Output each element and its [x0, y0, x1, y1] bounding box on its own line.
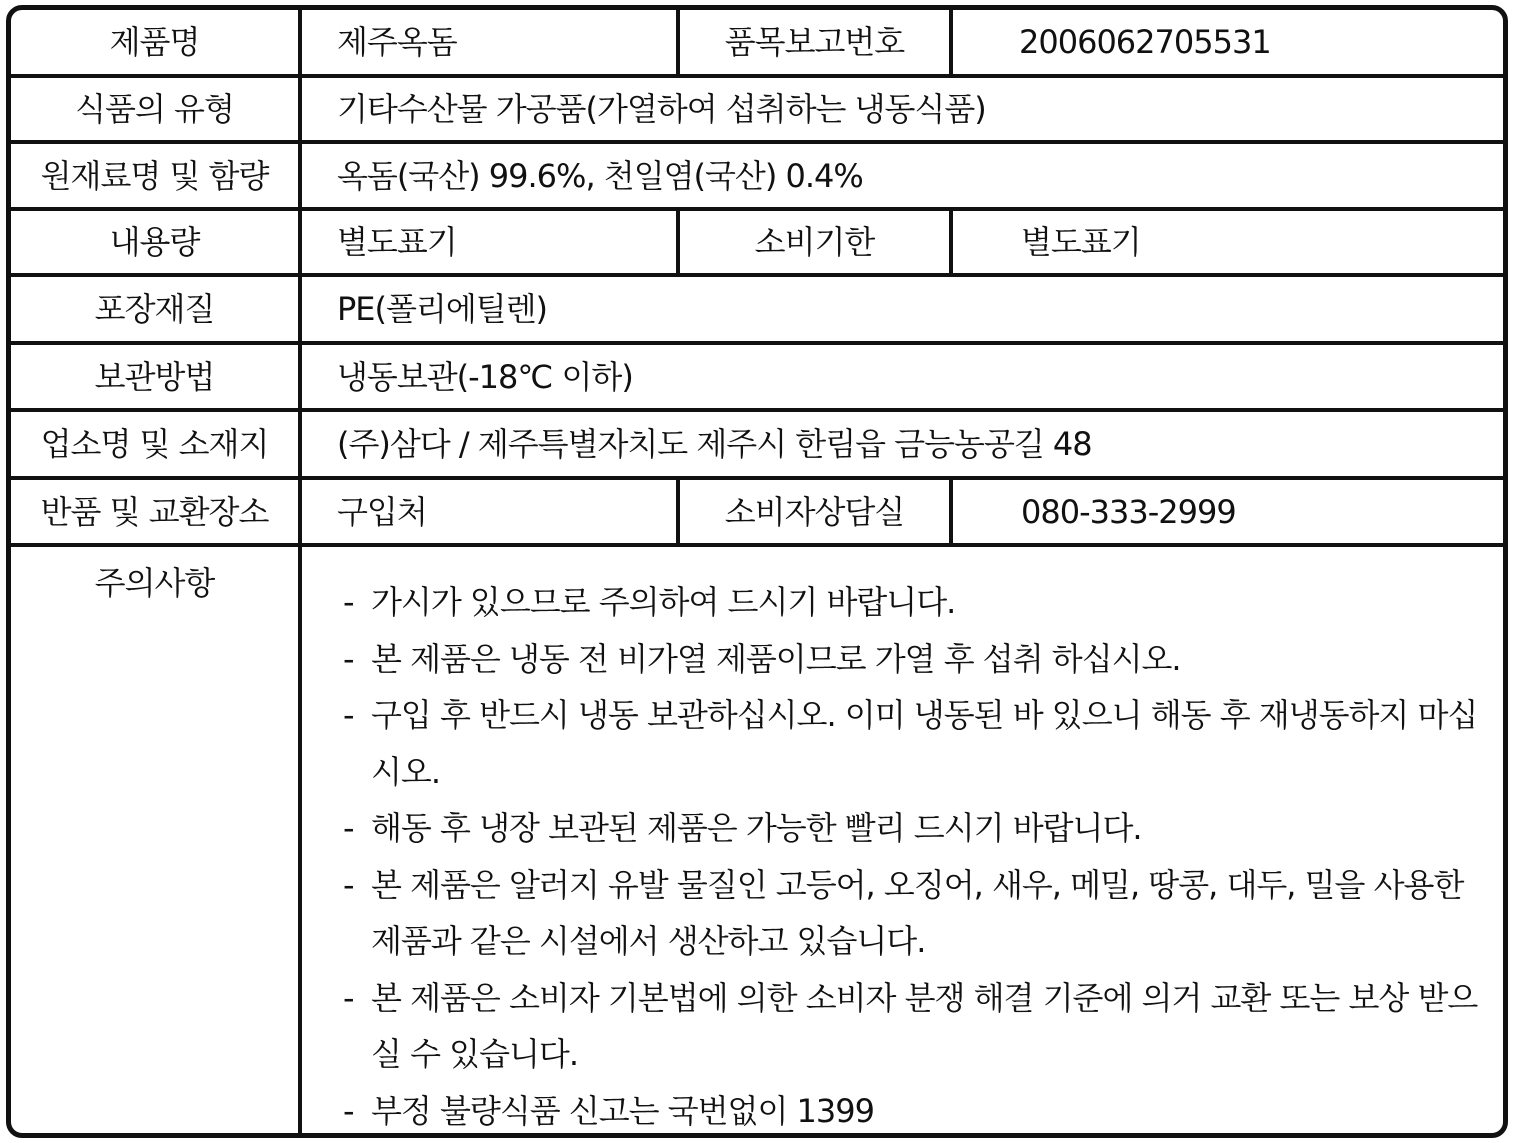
bullet-dash: -	[343, 583, 354, 621]
caution-item	[343, 970, 1483, 1083]
consumer-center-value: 080-333-2999	[1021, 492, 1236, 531]
packaging-label: 포장재질	[94, 290, 215, 328]
storage-value: 냉동보관(-18℃ 이하)	[337, 357, 633, 396]
cautions-list	[343, 574, 1483, 1138]
caution-item	[343, 574, 1483, 631]
bullet-dash: -	[343, 978, 354, 1017]
bullet-dash: -	[343, 639, 354, 678]
returns-value: 구입처	[337, 492, 427, 531]
manufacturer-label: 업소명 및 소재지	[40, 425, 269, 463]
expiry-value: 별도표기	[1021, 223, 1141, 261]
bullet-dash: -	[343, 1091, 354, 1130]
caution-text: 본 제품은 알러지 유발 물질인 고등어, 오징어, 새우, 메밀, 땅콩, 대두, 밀을 사용한 제품과 같은 시설에서 생산하고 있습니다.	[371, 865, 1464, 960]
bullet-dash: -	[343, 696, 354, 734]
net-content-value: 별도표기	[337, 223, 457, 261]
food-type-label: 식품의 유형	[75, 90, 234, 128]
caution-text: 구입 후 반드시 냉동 보관하십시오. 이미 냉동된 바 있으니 해동 후 재냉동하지 마십시오.	[371, 696, 1478, 791]
returns-label: 반품 및 교환장소	[40, 492, 269, 531]
caution-item	[343, 1083, 1483, 1139]
caution-text: 가시가 있으므로 주의하여 드시기 바랍니다.	[371, 583, 956, 621]
product-name-label: 제품명	[109, 23, 200, 61]
caution-text: 해동 후 냉장 보관된 제품은 가능한 빨리 드시기 바랍니다.	[371, 809, 1142, 847]
ingredients-label: 원재료명 및 함량	[40, 156, 269, 195]
bullet-dash: -	[343, 865, 354, 904]
product-label-table	[6, 5, 1508, 1138]
caution-text: 부정 불량식품 신고는 국번없이 1399	[371, 1091, 874, 1130]
caution-item	[343, 631, 1483, 688]
caution-item	[343, 800, 1483, 857]
column-divider	[298, 10, 302, 1138]
caution-item	[343, 857, 1483, 970]
column-divider	[949, 476, 953, 547]
report-number-label: 품목보고번호	[724, 23, 905, 61]
net-content-label: 내용량	[109, 223, 200, 261]
row-divider	[11, 543, 1503, 547]
consumer-center-label: 소비자상담실	[724, 492, 905, 531]
caution-item	[343, 687, 1483, 800]
column-divider	[949, 10, 953, 78]
caution-text: 본 제품은 냉동 전 비가열 제품이므로 가열 후 섭취 하십시오.	[371, 639, 1181, 678]
report-number-value: 2006062705531	[1019, 23, 1271, 61]
packaging-value: PE(폴리에틸렌)	[337, 290, 548, 328]
caution-text: 본 제품은 소비자 기본법에 의한 소비자 분쟁 해결 기준에 의거 교환 또는 보상 받으실 수 있습니다.	[371, 978, 1478, 1073]
storage-label: 보관방법	[94, 357, 215, 396]
ingredients-value: 옥돔(국산) 99.6%, 천일염(국산) 0.4%	[337, 156, 863, 195]
cautions-label: 주의사항	[94, 564, 215, 602]
column-divider	[949, 207, 953, 277]
bullet-dash: -	[343, 809, 354, 847]
product-name-value: 제주옥돔	[337, 23, 457, 61]
manufacturer-value: (주)삼다 / 제주특별자치도 제주시 한림읍 금능농공길 48	[337, 425, 1092, 463]
food-type-value: 기타수산물 가공품(가열하여 섭취하는 냉동식품)	[337, 90, 986, 128]
expiry-label: 소비기한	[754, 223, 875, 261]
